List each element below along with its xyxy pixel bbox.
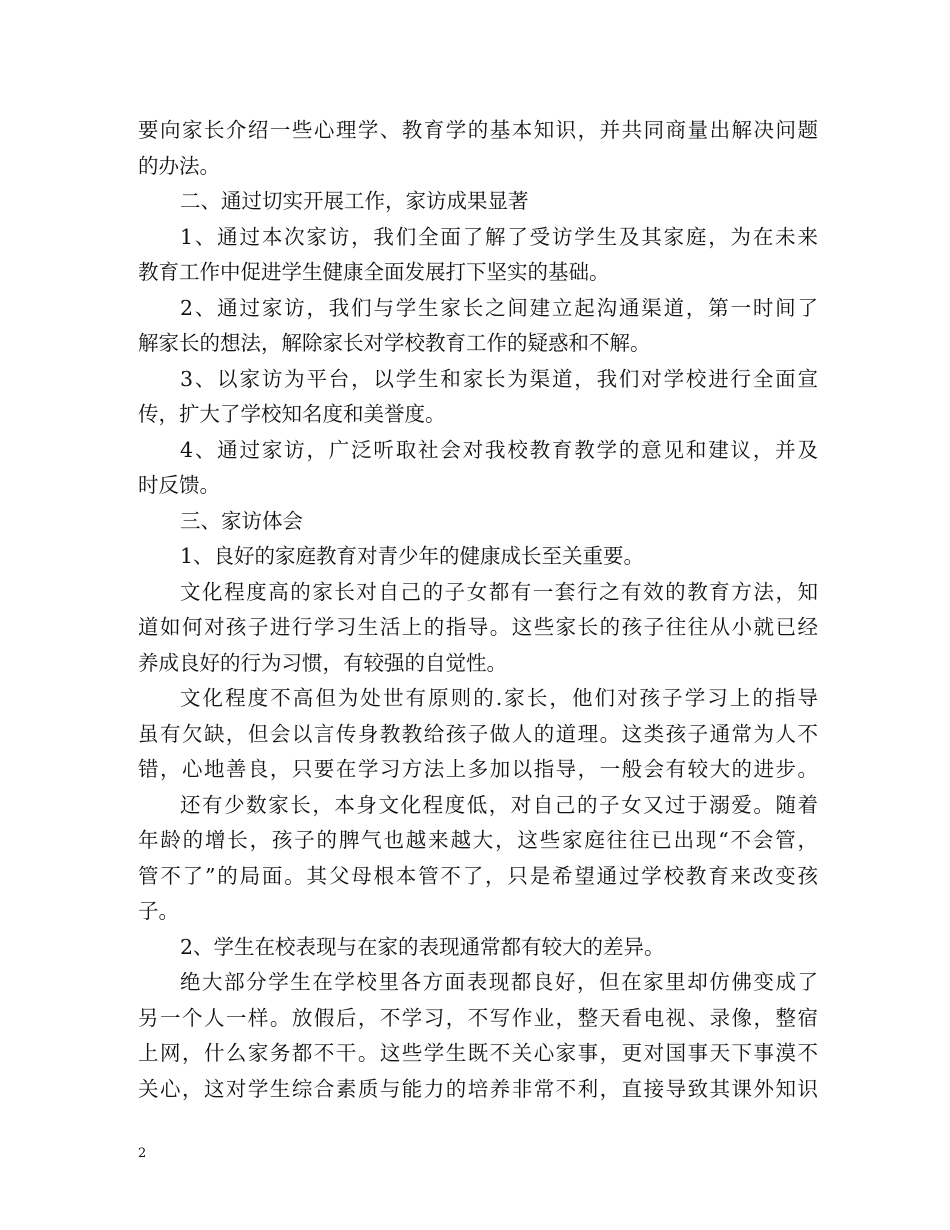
text-line: 解家长的想法，解除家长对学校教育工作的疑惑和不解。 (138, 331, 651, 355)
text-line: 三、家访体会 (180, 508, 303, 533)
text-line: 二、通过切实开展工作，家访成果显著 (180, 189, 529, 213)
page-number: 2 (138, 1146, 147, 1161)
text-line: 绝大部分学生在学校里各方面表现都良好，但在家里却仿佛变成了 (180, 970, 818, 994)
text-line: 关心，这对学生综合素质与能力的培养非常不利，直接导致其课外知识 (138, 1076, 818, 1101)
text-line: 错，心地善良，只要在学习方法上多加以指导，一般会有较大的进步。 (138, 757, 818, 781)
text-line: 文化程度不高但为处世有原则的.家长，他们对孩子学习上的指导 (180, 686, 818, 710)
body-text (138, 113, 818, 1107)
text-line: 1、良好的家庭教育对青少年的健康成长至关重要。 (180, 544, 645, 568)
text-line: 另一个人一样。放假后，不学习，不写作业，整天看电视、录像，整宿 (138, 1005, 818, 1030)
text-line: 道如何对孩子进行学习生活上的指导。这些家长的孩子往往从小就已经 (138, 615, 818, 639)
text-line: 时反馈。 (138, 473, 220, 497)
text-line: 还有少数家长，本身文化程度低，对自己的子女又过于溺爱。随着 (180, 792, 818, 817)
text-line: 养成良好的行为习惯，有较强的自觉性。 (138, 650, 507, 675)
text-line: 要向家长介绍一些心理学、教育学的基本知识，并共同商量出解决问题 (138, 118, 818, 142)
text-line: 子。 (138, 899, 179, 923)
text-line: 教育工作中促进学生健康全面发展打下坚实的基础。 (138, 260, 610, 284)
text-line: 的办法。 (138, 153, 220, 178)
text-line: 2、通过家访，我们与学生家长之间建立起沟通渠道，第一时间了 (180, 295, 818, 320)
text-line: 管不了”的局面。其父母根本管不了，只是希望通过学校教育来改变孩 (138, 863, 818, 888)
text-line: 2、学生在校表现与在家的表现通常都有较大的差异。 (180, 934, 665, 959)
text-line: 3、以家访为平台，以学生和家长为渠道，我们对学校进行全面宣 (180, 366, 818, 391)
text-line: 1、通过本次家访，我们全面了解了受访学生及其家庭，为在未来 (180, 224, 818, 249)
text-line: 4、通过家访，广泛听取社会对我校教育教学的意见和建议，并及 (180, 437, 818, 462)
text-line: 年龄的增长，孩子的脾气也越来越大，这些家庭往往已出现“不会管， (138, 828, 818, 852)
text-line: 上网，什么家务都不干。这些学生既不关心家事，更对国事天下事漠不 (138, 1041, 818, 1065)
text-line: 虽有欠缺，但会以言传身教教给孩子做人的道理。这类孩子通常为人不 (138, 721, 818, 746)
text-line: 文化程度高的家长对自己的子女都有一套行之有效的教育方法，知 (180, 579, 818, 604)
text-line: 传，扩大了学校知名度和美誉度。 (138, 402, 446, 426)
